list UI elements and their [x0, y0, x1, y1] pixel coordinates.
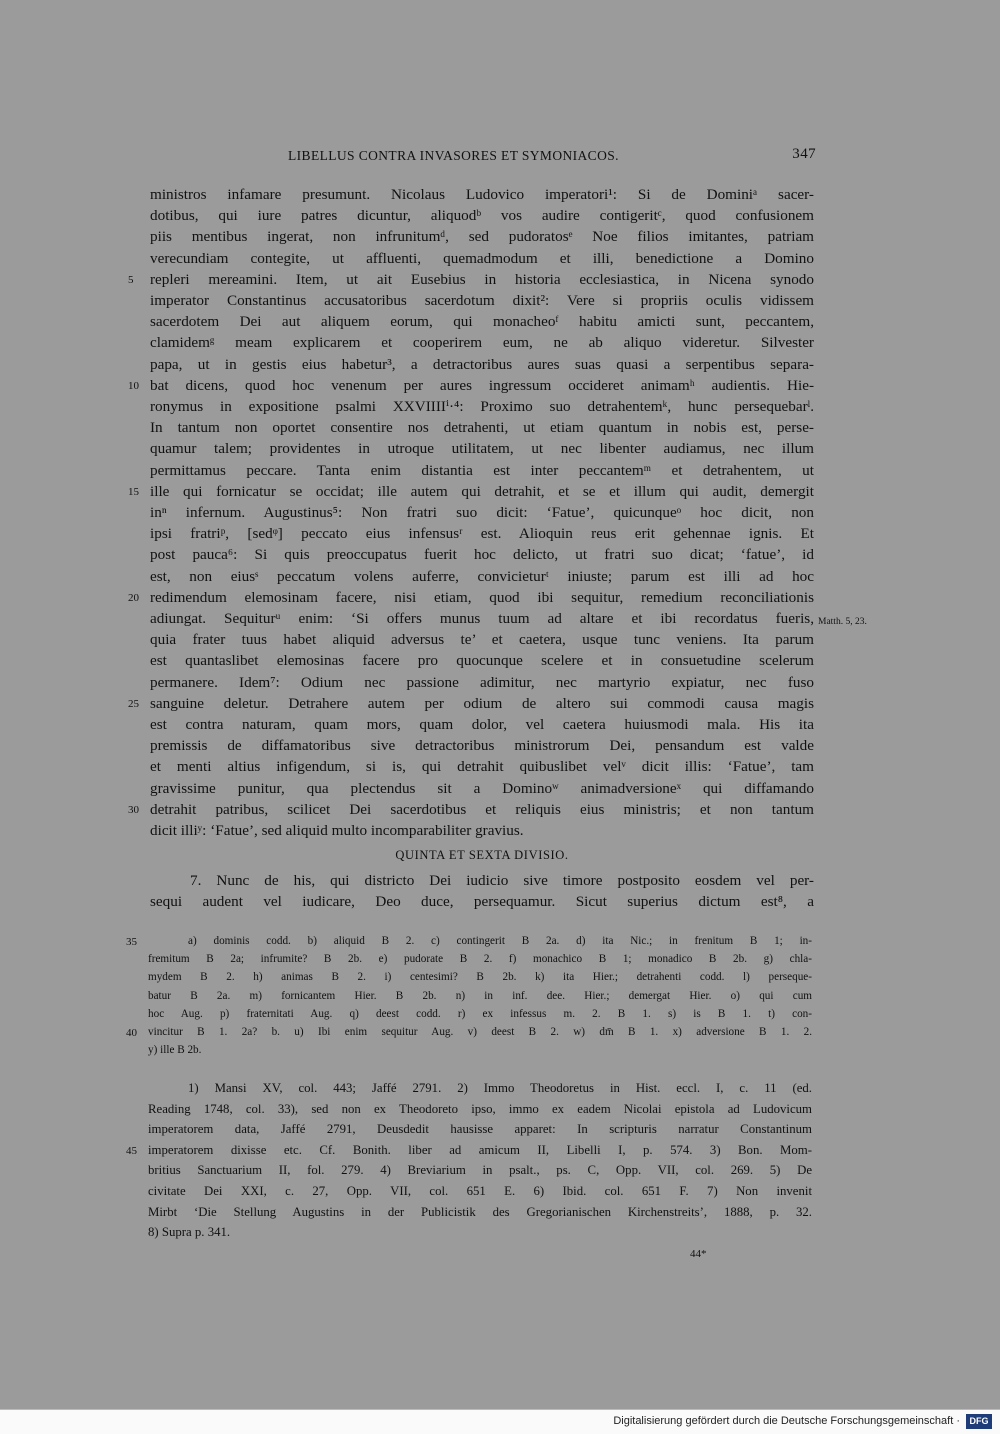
- line-text: vincitur B 1. 2a? b. u) Ibi enim sequitur Aug. v) deest B 2. w) dm̄ B 1. x) adversione B 1. 2.: [148, 1026, 812, 1039]
- line-text: est quantaslibet elemosinas facere pro quocunque scelere et in consuetudine scelerum: [150, 652, 814, 670]
- section-title: QUINTA ET SEXTA DIVISIO.: [395, 848, 569, 862]
- text-line: [126, 1140, 812, 1161]
- text-line: [150, 290, 814, 311]
- text-line: [150, 714, 814, 735]
- text-line: [148, 1078, 812, 1099]
- text-line: [128, 481, 814, 502]
- section-text: [150, 870, 814, 912]
- source-notes: [126, 1078, 812, 1243]
- line-text: quamur talem; providentes in utroque utilitatem, ut nec libenter audiamus, nec illum: [150, 440, 814, 458]
- text-line: [150, 820, 814, 841]
- text-line: [148, 1181, 812, 1202]
- line-text: adiungat. Sequiturᵘ enim: ‘Si offers munus tuum ad altare et ibi recordatus fueris,: [150, 610, 814, 628]
- text-line: [150, 566, 814, 587]
- line-text: et menti altius infigendum, si is, qui detrahit quibuslibet velᵛ dicit illis: ‘Fatue’, tam: [150, 758, 814, 776]
- text-line: [148, 1160, 812, 1181]
- line-number: 10: [128, 379, 139, 392]
- text-line: [150, 672, 814, 693]
- line-text: repleri mereamini. Item, ut ait Eusebius in historia ecclesiastica, in Nicena synodo: [150, 270, 814, 288]
- text-line: [126, 932, 812, 950]
- line-number: 5: [128, 273, 134, 286]
- line-text: 8) Supra p. 341.: [148, 1225, 231, 1240]
- margin-reference: Matth. 5, 23.: [818, 617, 867, 628]
- line-text: gravissime punitur, qua plectendus sit a Dominoʷ animadversioneˣ qui diffamando: [150, 779, 814, 797]
- line-text: a) dominis codd. b) aliquid B 2. c) contingerit B 2a. d) ita Nic.; in frenitum B 1; in-: [188, 935, 812, 947]
- line-text: In tantum non oportet consentire nos detrahenti, ut etiam quantum in nobis est, perse-: [150, 419, 814, 437]
- footer-bar: [0, 1409, 1000, 1434]
- text-line: [150, 523, 814, 544]
- line-number: 35: [126, 936, 137, 948]
- text-line: [150, 396, 814, 417]
- line-number: 20: [128, 591, 139, 604]
- text-line: [150, 248, 814, 269]
- text-line: [150, 735, 814, 756]
- line-text: batur B 2a. m) fornicantem Hier. B 2b. n) in inf. dee. Hier.; demergat Hier. o) qui cum: [148, 989, 812, 1002]
- text-line: [148, 1099, 812, 1120]
- text-line: [150, 608, 867, 629]
- text-line: [150, 311, 814, 332]
- line-text: sacerdotem Dei aut aliquem eorum, qui monacheoᶠ habitu amicti sunt, peccantem,: [150, 313, 814, 331]
- line-text: redimendum elemosinam facere, nisi etiam, quod ibi sequitur, remedium reconciliationis: [150, 588, 814, 606]
- line-text: imperator Constantinus accusatoribus sacerdotum dixit²: Vere si propriis oculis vidissem: [150, 292, 814, 310]
- line-text: 7. Nunc de his, qui districto Dei iudicio sive timore postposito eosdem vel per-: [190, 872, 814, 889]
- text-line: [148, 950, 812, 968]
- line-text: sequi audent vel iudicare, Deo duce, persequamur. Sicut superius dictum est⁸, a: [150, 893, 814, 911]
- line-text: verecundiam contegite, ut affluenti, quemadmodum et illi, benedictione a Domino: [150, 249, 814, 267]
- line-text: ipsi fratriᵖ, [sedᵠ] peccato eius infensusʳ est. Alioquin reus erit gehennae ignis. Et: [150, 525, 814, 543]
- text-line: [150, 756, 814, 777]
- line-text: ministros infamare presumunt. Nicolaus Ludovico imperatori¹: Si de Dominiᵃ sacer-: [150, 186, 814, 203]
- critical-apparatus: [126, 932, 812, 1059]
- text-line: [128, 693, 814, 714]
- page-number: 347: [792, 146, 816, 162]
- line-text: dotibus, qui iure patres dicuntur, aliquodᵇ vos audire contigeritᶜ, quod confusionem: [150, 207, 814, 225]
- line-text: mydem B 2. h) animas B 2. i) centesimi? B 2b. k) ita Hier.; detrahenti codd. l) perseque-: [148, 971, 812, 984]
- line-text: britius Sanctuarium II, fol. 279. 4) Breviarium in psalt., ps. C, Opp. VII, col. 269. 5) De: [148, 1163, 812, 1178]
- text-line: [150, 544, 814, 565]
- text-line: [128, 799, 814, 820]
- text-line: [148, 1119, 812, 1140]
- line-text: permittamus peccare. Tanta enim distantia est inter peccantemᵐ et detrahentem, ut: [150, 461, 814, 479]
- line-text: fremitum B 2a; infrumite? B 2b. e) pudorate B 2. f) monachico B 1; monadico B 2b. g) chla-: [148, 953, 812, 966]
- line-text: imperatorem dixisse etc. Cf. Bonith. liber ad amicum II, Libelli I, p. 574. 3) Bon. Mom-: [148, 1142, 812, 1157]
- line-number: 25: [128, 697, 139, 710]
- line-text: piis mentibus ingerat, non infrunitumᵈ, sed pudoratosᵉ Noe filios imitantes, patriam: [150, 228, 814, 246]
- line-text: 1) Mansi XV, col. 443; Jaffé 2791. 2) Immo Theodoretus in Hist. eccl. I, c. 11 (ed.: [188, 1081, 812, 1095]
- text-line: [148, 987, 812, 1005]
- text-line: [150, 650, 814, 671]
- text-line: [148, 1005, 812, 1023]
- text-line: [148, 1202, 812, 1223]
- text-line: [150, 502, 814, 523]
- text-line: [150, 438, 814, 459]
- line-text: est, non eiusˢ peccatum volens auferre, convicieturᵗ iniuste; parum est illi ad hoc: [150, 567, 814, 585]
- line-text: premissis de diffamatoribus sive detractoribus ministrorum Dei, pensandum est valde: [150, 737, 814, 755]
- line-text: est contra naturam, quam mors, quam dolor, vel caetera huiusmodi mala. His ita: [150, 716, 814, 734]
- text-line: [128, 375, 814, 396]
- line-text: ille qui fornicatur se occidat; ille autem qui detrahit, et se et illum qui audit, demergit: [150, 482, 814, 500]
- text-line: [150, 891, 814, 912]
- line-text: dicit illiʸ: ‘Fatue’, sed aliquid multo incomparabiliter gravius.: [150, 822, 524, 840]
- text-line: [150, 332, 814, 353]
- line-text: post pauca⁶: Si quis preoccupatus fuerit hoc delicto, ut fratri suo dicat; ‘fatue’, id: [150, 546, 814, 564]
- main-text: [128, 184, 867, 841]
- text-line: [150, 184, 814, 205]
- text-line: [150, 417, 814, 438]
- text-line: [150, 870, 814, 891]
- text-line: [148, 1041, 812, 1059]
- text-line: [148, 968, 812, 986]
- line-number: 30: [128, 803, 139, 816]
- line-text: sanguine deletur. Detrahere autem per odium de altero sui commodi causa magis: [150, 694, 814, 712]
- text-line: [150, 354, 814, 375]
- line-number: 40: [126, 1027, 137, 1040]
- line-text: y) ille B 2b.: [148, 1044, 202, 1057]
- footer-text: Digitalisierung gefördert durch die Deutsche Forschungsgemeinschaft ·: [613, 1415, 960, 1427]
- line-text: ronymus in expositione psalmi XXVIIIIⁱ·⁴: Proximo suo detrahentemᵏ, hunc persequebarˡ.: [150, 398, 814, 416]
- line-text: imperatorem data, Jaffé 2791, Deusdedit hausisse apparet: In scripturis narratur Constantinum: [148, 1122, 812, 1137]
- line-text: papa, ut in gestis eius habetur³, a detractoribus aures suas quasi a serpentibus separa-: [150, 355, 814, 373]
- dfg-logo: DFG: [966, 1414, 992, 1429]
- line-text: hoc Aug. p) fraternitati Aug. q) deest codd. r) ex infessus m. 2. B 1. s) is B 1. t) con-: [148, 1007, 812, 1020]
- line-text: Reading 1748, col. 33), sed non ex Theodoreto ipso, immo ex eadem Nicolai epistola ad Ludovicum: [148, 1101, 812, 1116]
- text-line: [150, 226, 814, 247]
- line-text: inⁿ infernum. Augustinus⁵: Non fratri suo dicit: ‘Fatue’, quicunqueᵒ hoc dicit, non: [150, 504, 814, 522]
- signature-mark: 44*: [690, 1248, 707, 1260]
- line-text: Mirbt ‘Die Stellung Augustins in der Publicistik des Gregorianischen Kirchenstreits’, 1888, p. 32.: [148, 1204, 812, 1219]
- text-line: [126, 1023, 812, 1041]
- text-line: [150, 205, 814, 226]
- line-text: quia frater tuus habet aliquid adversus te’ et caetera, usque tunc veniens. Ita parum: [150, 631, 814, 649]
- text-line: [150, 460, 814, 481]
- line-text: bat dicens, quod hoc venenum per aures ingressum occideret animamʰ audientis. Hie-: [150, 376, 814, 394]
- line-text: permanere. Idem⁷: Odium nec passione adimitur, nec martyrio expiatur, nec fuso: [150, 673, 814, 691]
- text-line: [150, 629, 814, 650]
- line-text: clamidemᵍ meam explicarem et cooperirem eum, ne ab aliquo videretur. Silvester: [150, 334, 814, 352]
- text-line: [128, 587, 814, 608]
- running-title: LIBELLUS CONTRA INVASORES ET SYMONIACOS.: [288, 148, 619, 163]
- line-text: detrahit patribus, scilicet Dei sacerdotibus et reliquis eius ministris; et non tantum: [150, 800, 814, 818]
- text-line: [128, 269, 814, 290]
- line-number: 45: [126, 1144, 137, 1157]
- text-line: [150, 778, 814, 799]
- line-number: 15: [128, 485, 139, 498]
- line-text: civitate Dei XXI, c. 27, Opp. VII, col. 651 E. 6) Ibid. col. 651 F. 7) Non invenit: [148, 1183, 812, 1198]
- text-line: [148, 1222, 812, 1243]
